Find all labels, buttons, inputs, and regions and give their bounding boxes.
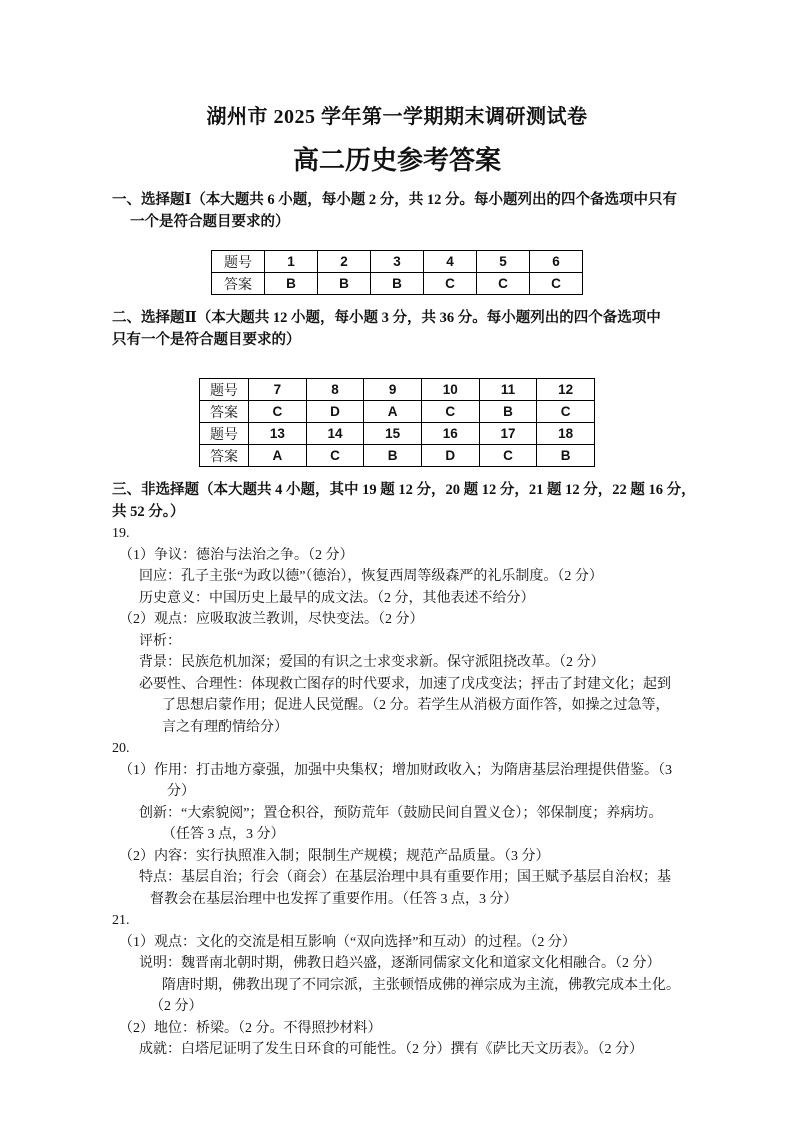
question-number-cell: 11	[479, 379, 537, 401]
answer-line: 特点：基层自治；行会（商会）在基层治理中具有重要作用；国王赋予基层自治权；基	[139, 870, 671, 885]
question-number-cell: 16	[421, 423, 479, 445]
answer-line: （1）争议：德治与法治之争。（2 分）	[119, 547, 354, 563]
answer-line: 隋唐时期，佛教出现了不同宗派，主张顿悟成佛的禅宗成为主流，佛教完成本土化。	[162, 977, 680, 993]
section-heading-choice-2	[112, 308, 682, 351]
heading-line: 共 52 分。）	[112, 503, 185, 520]
document-subtitle: 高二历史参考答案	[292, 146, 501, 175]
answer-cell: B	[318, 273, 371, 295]
answer-cell: B	[479, 401, 537, 423]
table-row	[212, 273, 583, 295]
row-label-cell: 题号	[212, 251, 265, 273]
question-number-cell: 7	[249, 379, 307, 401]
question-number-cell: 14	[306, 423, 364, 445]
answer-cell: C	[249, 401, 307, 423]
answer-line: 言之有理酌情给分）	[162, 719, 288, 735]
question-number: 19.	[112, 526, 130, 541]
answer-cell: C	[421, 401, 479, 423]
answer-table-choice-1	[211, 250, 583, 295]
section-heading-choice-1	[112, 190, 682, 233]
answer-line: （2）地位：桥梁。（2 分。不得照抄材料）	[119, 1020, 382, 1036]
row-label-cell: 答案	[212, 273, 265, 295]
answer-cell: A	[249, 445, 307, 467]
table-row	[200, 423, 595, 445]
free-response-answers	[112, 523, 682, 1061]
heading-line: 一个是符合题目要求的）	[130, 213, 290, 230]
question-number-cell: 2	[318, 251, 371, 273]
question-number: 20.	[112, 741, 130, 756]
heading-line: 一、选择题Ⅰ（本大题共 6 小题，每小题 2 分，共 12 分。每小题列出的四个备选项中只有	[112, 192, 678, 208]
answer-cell: B	[537, 445, 595, 467]
answer-table-choice-2	[199, 378, 595, 467]
answer-cell: B	[265, 273, 318, 295]
row-label-cell: 题号	[200, 379, 249, 401]
answer-line: 历史意义：中国历史上最早的成文法。（2 分，其他表述不给分）	[139, 590, 535, 606]
answer-line: （1）观点：文化的交流是相互影响（“双向选择”和互动）的过程。（2 分）	[119, 934, 576, 950]
row-label-cell: 答案	[200, 401, 249, 423]
question-number-cell: 18	[537, 423, 595, 445]
answer-line: 分）	[167, 784, 195, 799]
answer-cell: B	[364, 445, 422, 467]
question-number-cell: 3	[371, 251, 424, 273]
heading-line: 只有一个是符合题目要求的）	[112, 331, 301, 348]
answer-cell: C	[479, 445, 537, 467]
question-number-cell: 12	[537, 379, 595, 401]
document-title: 湖州市 2025 学年第一学期期末调研测试卷	[206, 106, 588, 128]
heading-line: 三、非选择题（本大题共 4 小题，其中 19 题 12 分，20 题 12 分，21 题 12 分，22 题 16 分，	[112, 482, 696, 498]
answer-line: （任答 3 点，3 分）	[162, 827, 285, 842]
question-number-cell: 13	[249, 423, 307, 445]
answer-line: 背景：民族危机加深；爱国的有识之士求变求新。保守派阻挠改革。（2 分）	[139, 655, 605, 670]
section-heading-free-response	[112, 480, 696, 523]
answer-line: 回应：孔子主张“为政以德”（德治），恢复西周等级森严的礼乐制度。（2 分）	[139, 569, 603, 584]
answer-line: 评析：	[139, 633, 181, 649]
row-label-cell: 答案	[200, 445, 249, 467]
table-row	[212, 251, 583, 273]
table-row	[200, 379, 595, 401]
answer-line: （1）作用：打击地方豪强，加强中央集权；增加财政收入；为隋唐基层治理提供借鉴。（3	[119, 762, 672, 778]
question-number-cell: 5	[477, 251, 530, 273]
answer-line: 说明：魏晋南北朝时期，佛教日趋兴盛，逐渐同儒家文化和道家文化相融合。（2 分）	[139, 956, 661, 971]
answer-block-21	[112, 910, 682, 1061]
answer-line: 成就：白塔尼证明了发生日环食的可能性。（2 分）撰有《萨比天文历表》。（2 分）	[139, 1042, 643, 1057]
heading-line: 二、选择题Ⅱ（本大题共 12 小题，每小题 3 分，共 36 分。每小题列出的四个备选项中	[112, 310, 661, 326]
answer-cell: C	[477, 273, 530, 295]
question-number-cell: 4	[424, 251, 477, 273]
answer-cell: C	[306, 445, 364, 467]
question-number-cell: 8	[306, 379, 364, 401]
answer-cell: B	[371, 273, 424, 295]
answer-cell: D	[421, 445, 479, 467]
answer-line: 创新：“大索貌阅”；置仓积谷，预防荒年（鼓励民间自置义仓）；邻保制度；养病坊。	[139, 805, 663, 821]
answer-block-19	[112, 523, 682, 738]
answer-line: （2）观点：应吸取波兰教训，尽快变法。（2 分）	[119, 612, 424, 627]
answer-cell: C	[530, 273, 583, 295]
question-number-cell: 17	[479, 423, 537, 445]
answer-line: 了思想启蒙作用；促进人民觉醒。（2 分。若学生从消极方面作答，如操之过急等，	[162, 698, 670, 713]
answer-line: （2 分）	[150, 999, 203, 1014]
answer-cell: C	[537, 401, 595, 423]
answer-line: 必要性、合理性：体现救亡图存的时代要求，加速了戊戌变法；抨击了封建文化；起到	[139, 676, 671, 692]
question-number-cell: 1	[265, 251, 318, 273]
question-number: 21.	[112, 913, 130, 928]
table-row	[200, 401, 595, 423]
row-label-cell: 题号	[200, 423, 249, 445]
question-number-cell: 6	[530, 251, 583, 273]
question-number-cell: 10	[421, 379, 479, 401]
question-number-cell: 9	[364, 379, 422, 401]
answer-line: 督教会在基层治理中也发挥了重要作用。（任答 3 点，3 分）	[150, 891, 518, 907]
answer-line: （2）内容：实行执照准入制；限制生产规模；规范产品质量。（3 分）	[119, 848, 550, 864]
table-row	[200, 445, 595, 467]
question-number-cell: 15	[364, 423, 422, 445]
answer-cell: D	[306, 401, 364, 423]
answer-cell: A	[364, 401, 422, 423]
answer-cell: C	[424, 273, 477, 295]
answer-block-20	[112, 738, 682, 910]
